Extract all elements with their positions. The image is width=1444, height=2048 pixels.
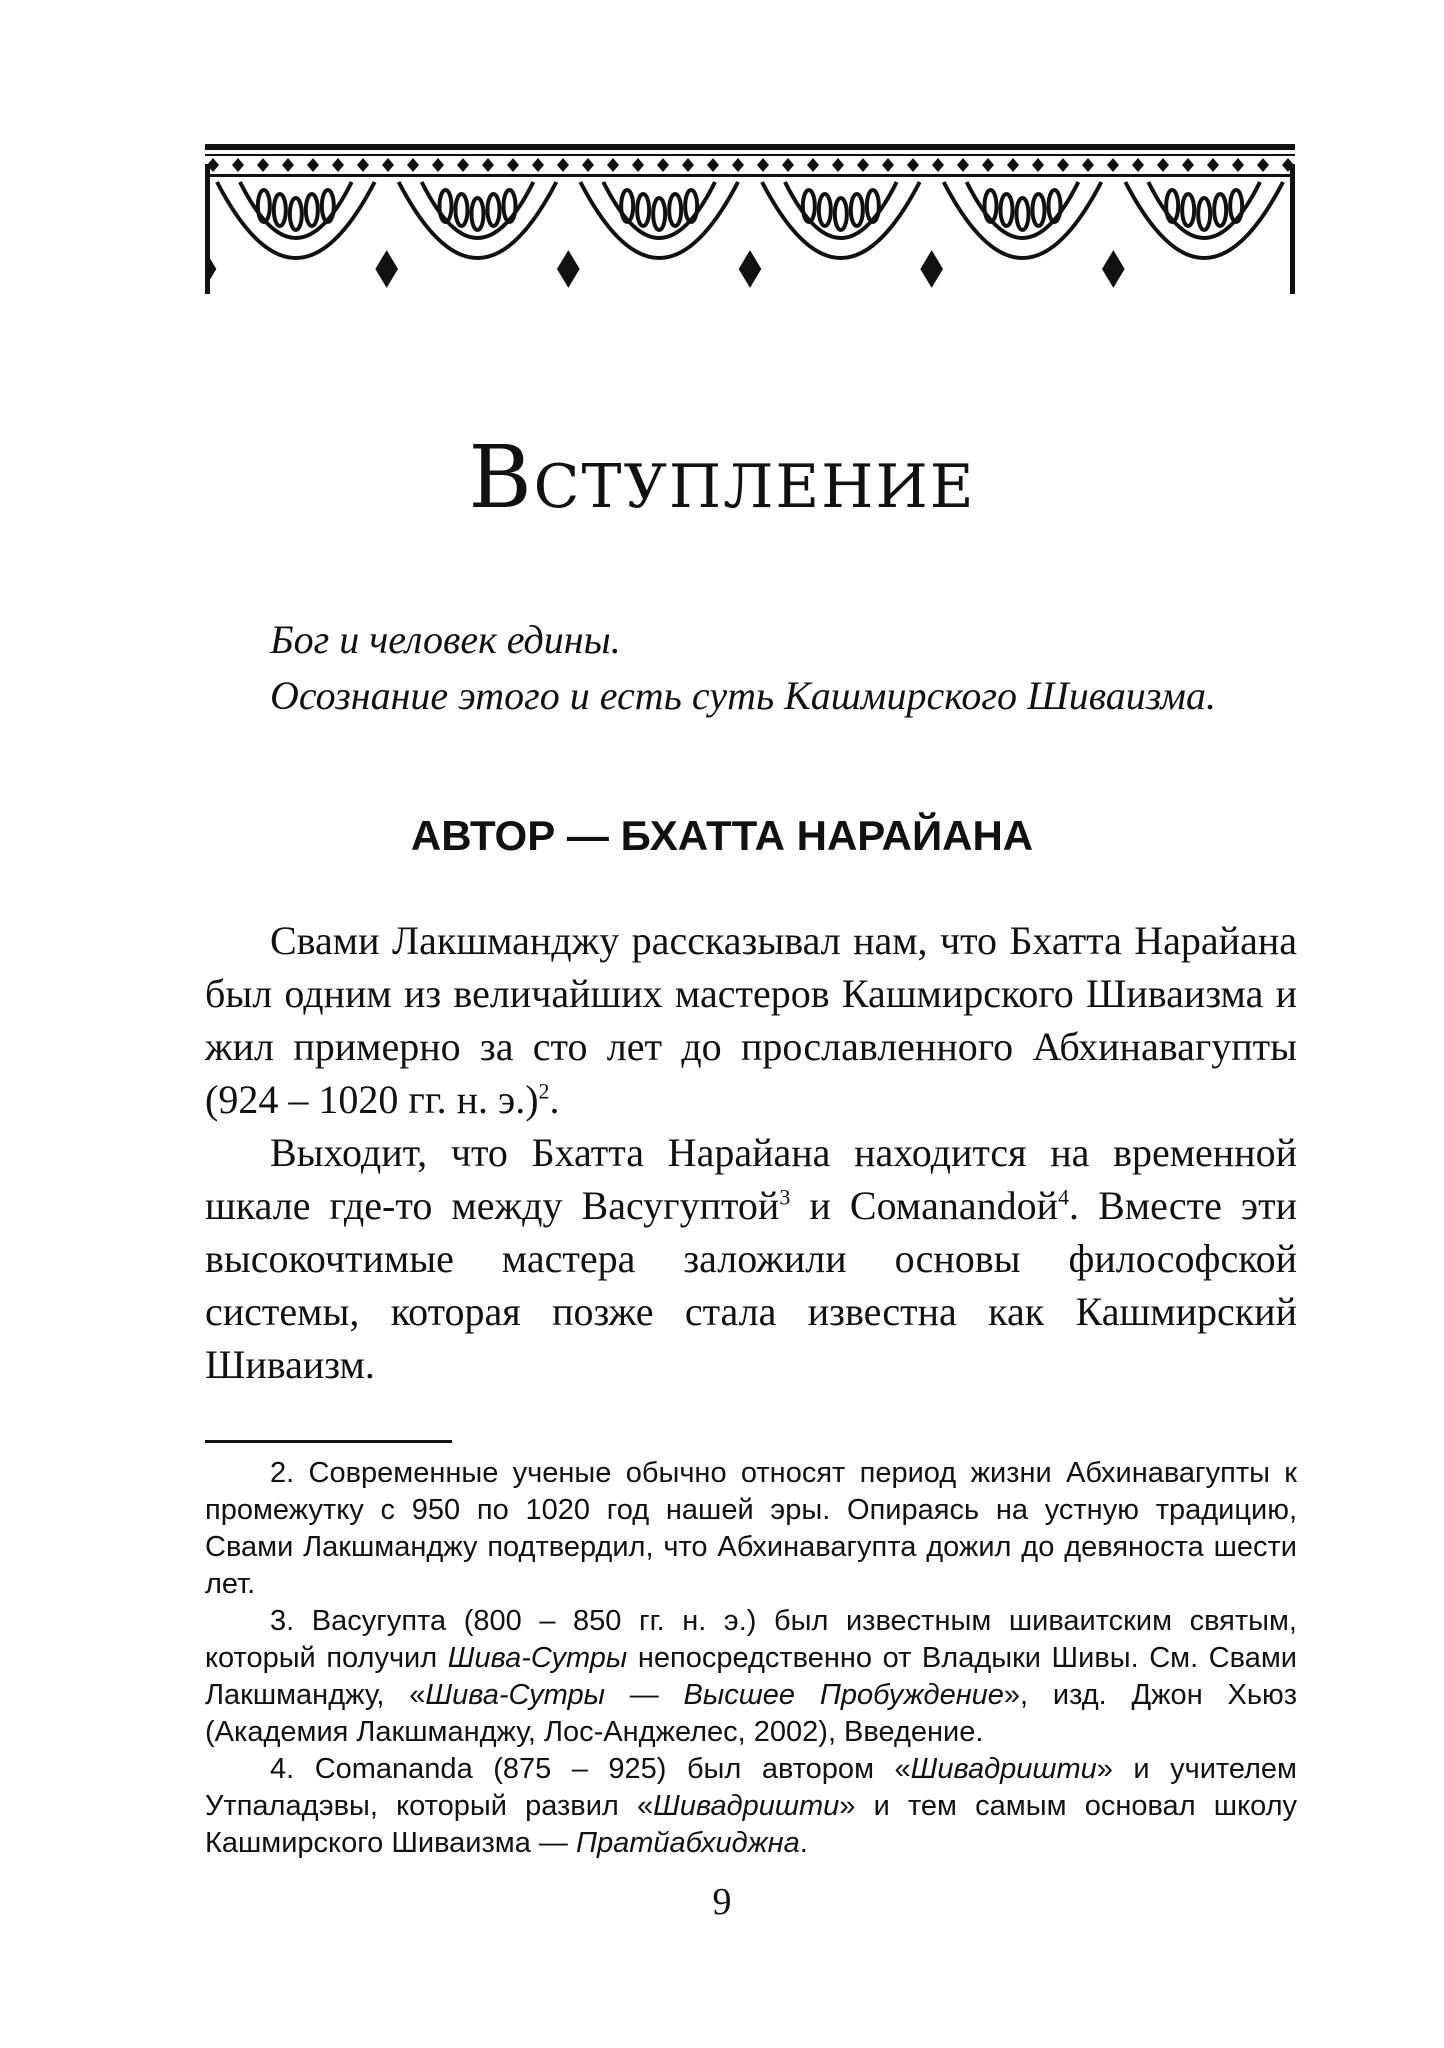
footnote-4-text-b: » и учителем Утпаладэвы, который развил « [205,1753,1297,1822]
footnote-3-text-a: 3. Васугупта (800 – 850 гг. н. э.) был известным шиваитским святым, который получил [205,1605,1297,1674]
footnote-3-title-1: Шива-Сутры [447,1642,628,1674]
paragraph-1-end: . [549,1077,560,1122]
epigraph-line-2: Осознание этого и есть суть Кашмирского Шиваизма. [270,673,1216,718]
footnote-separator [205,1440,452,1443]
epigraph-line-1: Бог и человек едины. [270,617,621,662]
footnotes [205,1455,1297,1862]
footnote-2: 2. Современные ученые обычно относят период жизни Абхинавагупты к промежутку с 950 по 1020 год нашей эры. Опираясь на устную традицию, Свами Лакшманджу подтвердил, что Абхинавагупта дожил до девяноста шести лет. [205,1457,1297,1600]
paragraph-2-text-a: Выходит, что Бхатта Нарайана находится на временной шкале где-то между Васугуптой [205,1130,1297,1228]
footnote-3-title-2: Шива-Сутры — Высшее Пробуждение [425,1679,1004,1711]
footnote-3-text-c: », изд. Джон Хьюз (Академия Лакшманджу, Лос-Анджелес, 2002), Введение. [205,1679,1297,1748]
footnote-4-title-1: Шивадришти [910,1753,1097,1785]
section-heading: АВТОР — БХАТТА НАРАЙАНА [410,812,1034,859]
footnote-4-title-2: Шивадришти [653,1790,840,1822]
footnote-3 [205,1603,1297,1751]
footnote-ref-2: 2 [538,1078,550,1104]
epigraph [270,612,1320,724]
page-number: 9 [712,1881,732,1923]
paragraph-1-text: Свами Лакшманджу рассказывал нам, что Бхатта Нарайана был одним из величайших мастеров Кашмирского Шиваизма и жил примерно за сто лет до прославленного Абхинавагупты (924 – 1020 гг. н. э.) [205,918,1297,1122]
footnote-4-text-a: 4. Соmananda (875 – 925) был автором « [270,1753,911,1785]
footnote-3-text-b: непосредственно от Владыки Шивы. См. Свами Лакшманджу, « [205,1642,1297,1711]
footnote-ref-4: 4 [1058,1184,1070,1210]
paragraph-2 [205,1126,1297,1391]
footnote-4 [205,1751,1297,1862]
chapter-title: Вступление [468,428,976,528]
paragraph-2-text-b: и Сомanandой [790,1183,1059,1228]
decorative-header-ornament [205,144,1295,294]
body-text [205,914,1297,1391]
footnote-ref-3: 3 [779,1184,791,1210]
paragraph-2-text-c: . Вместе эти высокочтимые мастера заложили основы философской системы, которая позже стала известна как Кашмирский Шиваизм. [205,1183,1297,1387]
paragraph-1 [205,914,1297,1126]
footnote-4-text-c: » и тем самым основал школу Кашмирского Шиваизма — [205,1790,1297,1859]
footnote-4-title-3: Пратйабхиджна [575,1827,800,1859]
footnote-4-text-d: . [799,1827,808,1859]
